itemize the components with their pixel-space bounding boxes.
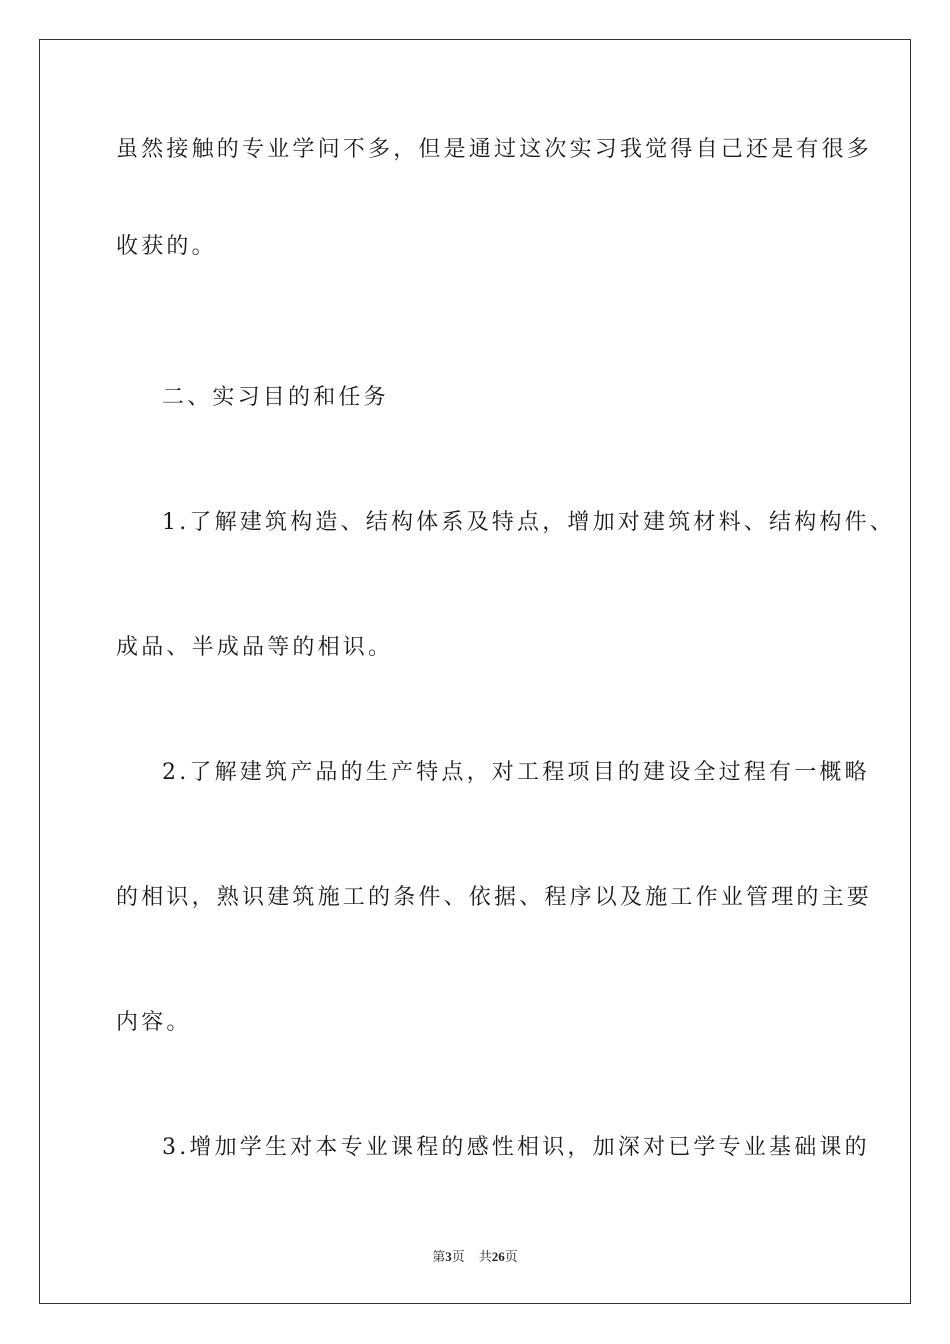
- list-item-1-line: 成品、半成品等的相识。: [116, 635, 394, 660]
- total-pages-suffix: 页: [504, 1249, 518, 1264]
- list-item-2-line: 2.了解建筑产品的生产特点，对工程项目的建设全过程有一概略: [162, 760, 870, 785]
- paragraph-line: 虽然接触的专业学问不多，但是通过这次实习我觉得自己还是有很多: [116, 137, 873, 162]
- page-border: [39, 39, 911, 1304]
- list-item-2-line: 的相识，熟识建筑施工的条件、依据、程序以及施工作业管理的主要: [116, 885, 873, 910]
- list-item-1-line: 1.了解建筑构造、结构体系及特点，增加对建筑材料、结构构件、: [162, 510, 895, 535]
- total-page-count: 26: [491, 1249, 505, 1264]
- current-page-number: 3: [445, 1249, 452, 1264]
- page-footer: [0, 1248, 950, 1266]
- section-heading: 二、实习目的和任务: [162, 385, 389, 410]
- list-item-3-line: 3.增加学生对本专业课程的感性相识，加深对已学专业基础课的: [162, 1135, 870, 1160]
- total-pages-prefix: 共: [478, 1249, 492, 1264]
- page-number-suffix: 页: [451, 1249, 465, 1264]
- list-item-2-line: 内容。: [116, 1010, 192, 1035]
- paragraph-line: 收获的。: [116, 234, 217, 259]
- page-number-prefix: 第: [432, 1249, 446, 1264]
